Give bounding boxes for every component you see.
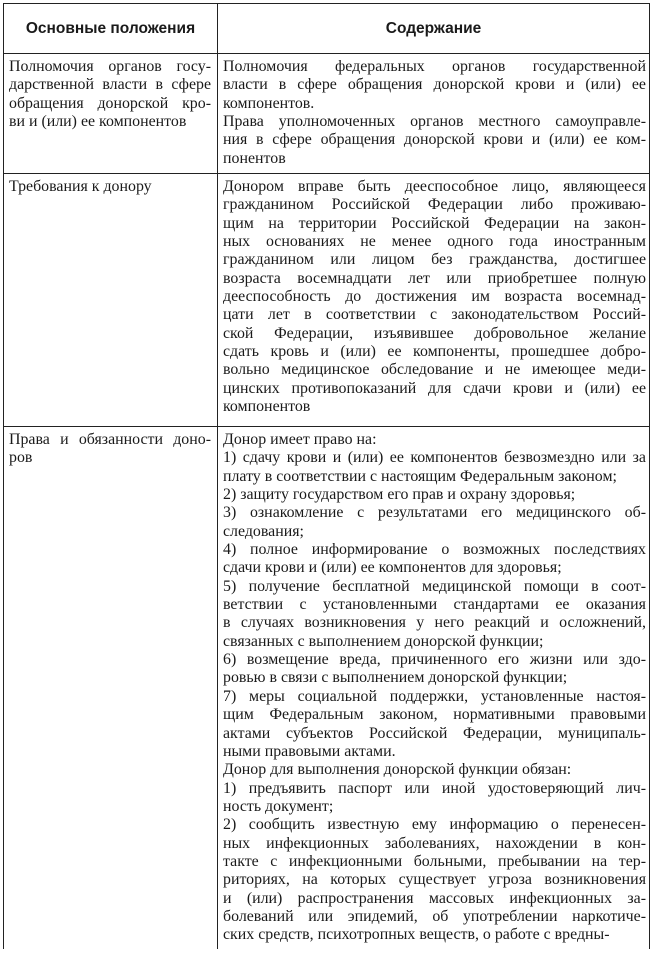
content-line: актами субъектов Российской Федерации, муниципаль- (223, 724, 646, 742)
content-line: 2) сообщить известную ему информацию о перенесен- (223, 816, 646, 834)
row-donor-requirements-topic (4, 174, 218, 427)
header-main-provisions: Основные положения (4, 4, 218, 54)
content-line: плату в соответствии с настоящим Федеральным законом; (223, 467, 617, 485)
content-paragraph (223, 178, 646, 416)
content-line: ных основаниях не менее одного года иностранным (223, 233, 646, 251)
content-line: ской Федерации, изъявившее добровольное желание (223, 324, 646, 342)
content-paragraph (223, 541, 646, 578)
content-paragraph (223, 58, 646, 113)
content-line: гражданином или лицом без гражданства, достигшее (223, 251, 646, 269)
content-paragraph (223, 651, 646, 688)
content-line: вольно медицинское обследование и не имеющее меди- (223, 361, 646, 379)
topic-line: ви и (или) ее компонентов (9, 113, 187, 131)
content-line: 1) сдачу крови и (или) ее компонентов безвозмездно или за (223, 449, 646, 467)
content-line: понентов (223, 149, 286, 167)
content-line: в случаях возникновения у него реакций и осложнений, (223, 614, 646, 632)
content-line: риториях, на которых существует угроза возникновения (223, 871, 646, 889)
header-row (4, 4, 650, 54)
content-line: сдать кровь и (или) ее компоненты, прошедшее добро- (223, 343, 646, 361)
topic-line: Требования к донору (9, 178, 152, 195)
content-paragraph (223, 816, 646, 944)
content-line: и (или) распространения массовых инфекционных за- (223, 889, 646, 907)
content-line: Донор для выполнения донорской функции обязан: (223, 761, 572, 779)
content-paragraph (223, 449, 646, 486)
content-line: болеваний или эпидемий, об употреблении наркотиче- (223, 907, 646, 925)
content-table (3, 3, 650, 949)
content-line: щим Федеральным законом, нормативными правовыми (223, 706, 646, 724)
content-paragraph (223, 113, 646, 168)
row-donor-requirements (4, 174, 650, 427)
content-line: компонентов. (223, 94, 315, 112)
content-line: возраста восемнадцати лет или приобретшее полную (223, 269, 646, 287)
content-line: такте с инфекционными больными, пребывании на тер- (223, 852, 646, 870)
content-line: Права уполномоченных органов местного самоуправле- (223, 113, 646, 131)
content-line: ских средств, психотропных веществ, о работе с вредны- (223, 926, 610, 944)
content-paragraph (223, 486, 646, 504)
content-line: ных инфекционных заболеваниях, нахождении в кон- (223, 834, 646, 852)
row-donor-rights-content (218, 427, 650, 949)
content-line: 5) получение бесплатной медицинской помощи в соот- (223, 577, 646, 595)
row-donor-rights-topic (4, 427, 218, 949)
content-line: ными правовыми актами. (223, 742, 396, 760)
content-paragraph (223, 688, 646, 761)
content-line: гражданином Российской Федерации либо проживаю- (223, 196, 646, 214)
content-line: ния в сфере обращения донорской крови и (или) ее ком- (223, 131, 646, 149)
content-line: связанных с выполнением донорской функции; (223, 632, 544, 650)
content-line: 6) возмещение вреда, причиненного его жизни или здо- (223, 651, 646, 669)
row-authorities (4, 54, 650, 174)
content-line: сдачи крови и (или) ее компонентов для здоровья; (223, 559, 562, 577)
content-line: щим на территории Российской Федерации на закон- (223, 214, 646, 232)
content-line: Донор имеет право на: (223, 431, 377, 448)
topic-line: ров (9, 449, 33, 467)
content-paragraph (223, 780, 646, 817)
content-line: компонентов (223, 398, 311, 416)
topic-line: Права и обязанности доно- (9, 431, 211, 448)
content-paragraph (223, 504, 646, 541)
content-line: 1) предъявить паспорт или иной удостоверяющий лич- (223, 779, 646, 797)
topic-line: дарственной власти в сфере (9, 76, 211, 94)
topic-line: обращения донорской кро- (9, 94, 211, 112)
header-content: Содержание (218, 4, 650, 54)
content-line: 7) меры социальной поддержки, установленные настоя- (223, 687, 646, 705)
content-paragraph (223, 431, 646, 449)
content-line: следования; (223, 522, 304, 540)
row-donor-rights (4, 427, 650, 949)
content-line: 2) защиту государством его прав и охрану здоровья; (223, 486, 576, 504)
content-line: ровью в связи с выполнением донорской функции; (223, 669, 568, 687)
row-authorities-content (218, 54, 650, 174)
content-line: цинских противопоказаний для сдачи крови и (или) ее (223, 379, 646, 397)
content-line: Донором вправе быть дееспособное лицо, являющееся (223, 178, 646, 195)
content-line: дееспособность до достижения им возраста восемнад- (223, 288, 646, 306)
content-line: 3) ознакомление с результатами его медицинского об- (223, 504, 646, 522)
content-line: Полномочия федеральных органов государственной (223, 58, 646, 75)
row-donor-requirements-content (218, 174, 650, 427)
content-paragraph (223, 761, 646, 779)
content-line: цати лет в соответствии с законодательством Россий- (223, 306, 646, 324)
content-line: 4) полное информирование о возможных последствиях (223, 541, 646, 559)
content-line: ность документ; (223, 797, 334, 815)
topic-line: Полномочия органов госу- (9, 58, 211, 75)
content-line: ветствии с установленными стандартами ее оказания (223, 596, 646, 614)
content-line: власти в сфере обращения донорской крови и (или) ее (223, 76, 646, 94)
row-authorities-topic (4, 54, 218, 174)
content-paragraph (223, 578, 646, 651)
